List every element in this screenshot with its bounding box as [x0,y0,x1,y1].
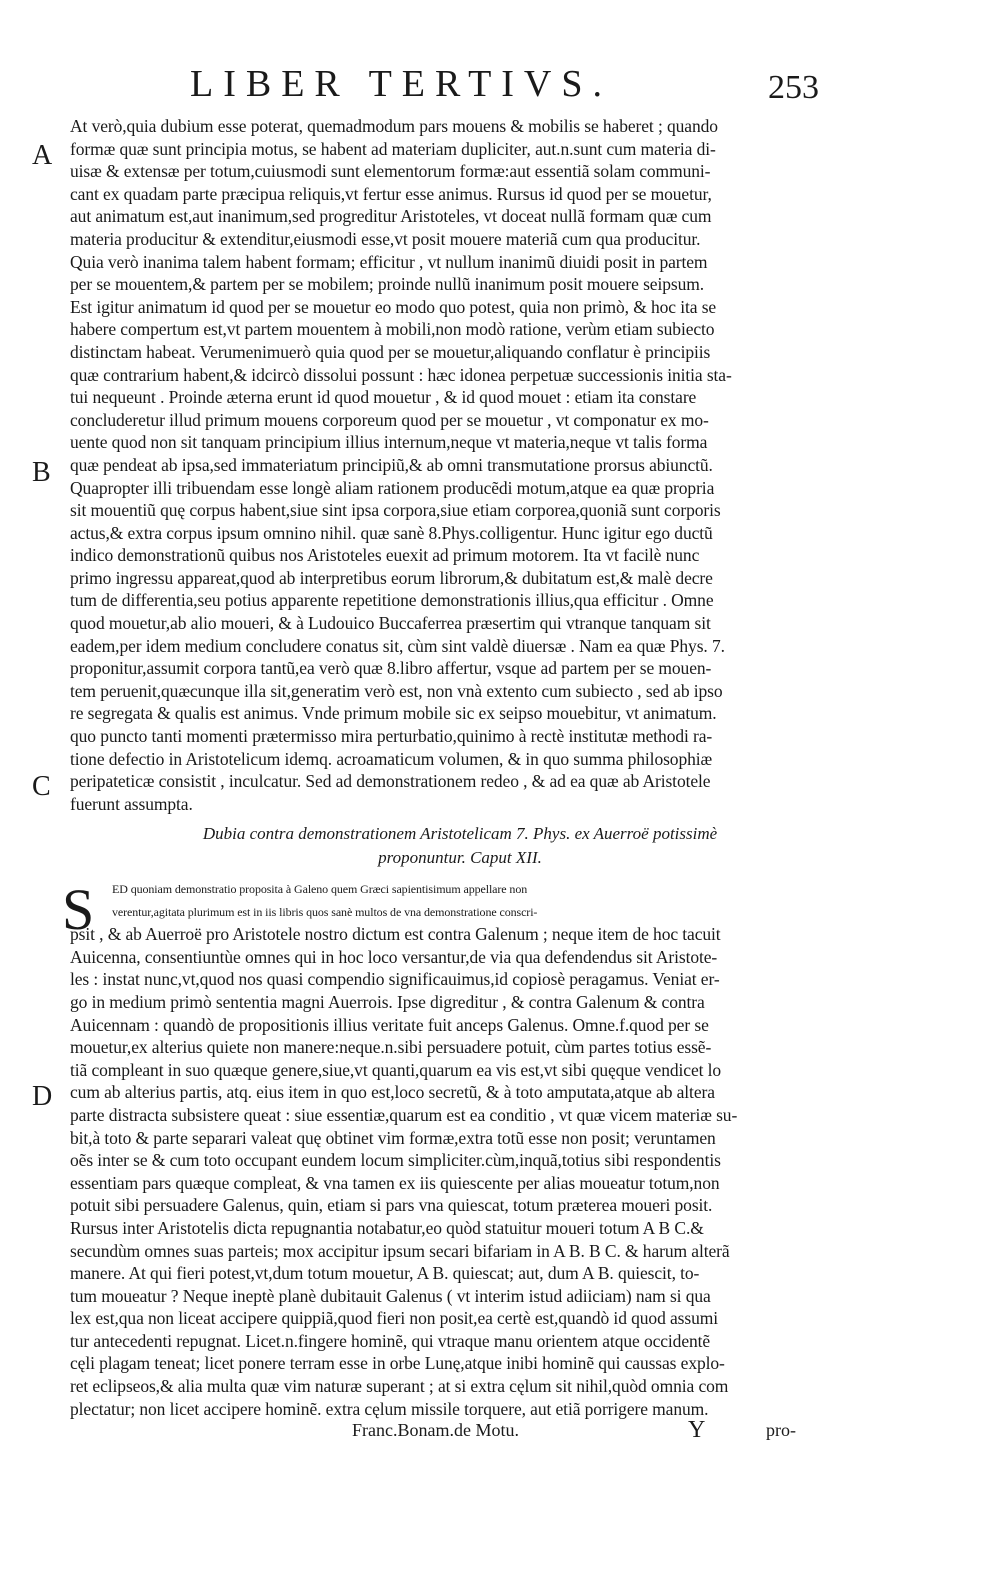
text-line: les : instat nunc,vt,quod nos quasi compendio significauimus,id copiosè peragamus. Veniat er- [70,969,720,990]
text-line: tur antecedenti repugnat. Licet.n.fingere hominẽ, qui vtraque manu orientem atque occidentẽ [70,1330,711,1351]
text-line: cant ex quadam parte præcipua reliquis,vt fertur esse animus. Rursus id quod per se mouetur, [70,183,712,204]
chapter-heading-line-1: Dubia contra demonstrationem Aristotelicam 7. Phys. ex Auerroë potissimè [202,824,718,843]
text-line: actus,& extra corpus ipsum omnino nihil. quæ sanè 8.Phys.colligentur. Hunc igitur ego ductũ [70,522,713,543]
text-line: tum moueatur ? Neque ineptè planè dubitauit Galenus ( vt interim istud adiiciam) nam si qua [70,1285,711,1306]
text-line: re segregata & qualis est animus. Vnde primum mobile sic ex seipso mouebitur, vt animatum. [70,703,717,724]
gathering-letter: Y [688,1417,706,1443]
text-line: sit mouentiũ quę corpus habent,siue sint ipsa corpora,siue etiam corporea,quoniã sunt corporis [70,500,721,521]
text-line: tum de differentia,seu potius apparente repetitione demonstrationis illius,qua efficitur . Omne [70,590,714,611]
text-line: bit,à toto & parte separari valeat quę obtinet vim formæ,extra totũ esse non posit; veruntamen [70,1127,716,1148]
text-line: psit , & ab Auerroë pro Aristotele nostro dictum est contra Galenum ; neque item de hoc tacuit [70,924,721,945]
margin-marker-d: D [32,1081,53,1112]
text-line: tui nequeunt . Proinde æterna erunt id quod mouetur , & id quod mouet : etiam ita constare [70,387,697,408]
text-line: materia producitur & extenditur,eiusmodi esse,vt posit mouere materiã cum qua producitur. [70,228,701,249]
text-line: lex est,qua non liceat accipere quippiã,quod fieri non posit,ea certè est,quandò id quod assumi [70,1308,719,1329]
text-line: ED quoniam demonstratio proposita à Galeno quem Græci sapientisimum appellare non [112,882,528,896]
text-line: go in medium primò sententia magni Auerrois. Ipse digreditur , & contra Galenum & contra [70,991,705,1012]
text-line: manere. At qui fieri potest,vt,dum totum mouetur, A B. quiescat; aut, dum A B. quiescit, to- [70,1263,700,1284]
text-line: oẽs inter se & cum toto occupant eundem locum simpliciter.cùm,inquã,totius sibi respondentis [70,1150,721,1171]
text-line: tiã compleant in suo quæque genere,siue,vt quanti,quarum ea vis est,vt sibi quęque vendicet lo [70,1059,722,1080]
text-line: At verò,quia dubium esse poterat, quemadmodum pars mouens & mobilis se haberet ; quando [70,116,718,136]
text-line: primo ingressu appareat,quod ab interpretibus eorum librorum,& dubitatum est,& malè decre [70,567,713,588]
text-line: habere compertum est,vt partem mouentem à mobili,non modò ratione, verùm etiam subiecto [70,319,715,340]
text-line: tione defectio in Aristotelicum idemq. acroamaticum volumen, & in quo summa philosophiæ [70,748,713,769]
text-line: secundùm omnes suas parteis; mox accipitur ipsum secari bifariam in A B. B C. & harum alterã [70,1240,730,1261]
text-line: per se mouentem,& partem per se mobilem; proinde nullũ inanimum posit mouere seipsum. [70,274,705,295]
drop-cap: S [62,877,95,942]
text-line: quo puncto tanti momenti prætermisso mira perturbatio,quinimo à rectè institutæ methodi ra- [70,726,713,747]
text-line: eadem,per idem medium concludere conatus sit, cùm sint valdè diuersæ . Nam ea quæ Phys. 7. [70,635,725,656]
text-line: cęli plagam teneat; licet ponere terram esse in orbe Lunę,atque inibi hominẽ qui caussas explo- [70,1353,725,1374]
text-line: quod mouetur,ab alio moueri, & à Ludouico Buccaferrea præsertim qui vtranque tanquam sit [70,613,711,634]
text-line: Quia verò inanima talem habent formam; efficitur , vt nullum inanimũ diuidi posit in partem [70,251,708,272]
margin-marker-c: C [32,771,51,802]
text-line: formæ quæ sunt principia motus, se habent ad materiam dupliciter, aut.n.sunt cum materia di- [70,138,716,159]
margin-marker-a: A [32,140,53,171]
text-line: plectatur; non licet accipere hominẽ. extra cęlum missile torquere, aut etiã porrigere manum. [70,1398,709,1419]
text-line: distinctam habeat. Verumenimuerò quia quod per se mouetur,aliquando conflatur è principiis [70,341,711,362]
signature-line: Franc.Bonam.de Motu. [352,1420,519,1440]
page-number: 253 [768,69,819,106]
text-line: proponitur,assumit corpora tantũ,ea verò quæ 8.libro affertur, vsque ad partem per se mouen- [70,658,712,679]
text-line: quæ contrarium habent,& idcircò dissolui possunt : hæc idonea perpetuæ successionis initia sta- [70,364,732,385]
text-line: peripateticæ consistit , inculcatur. Sed ad demonstrationem redeo , & ad ea quæ ab Aristotele [70,771,711,792]
text-line: quæ pendeat ab ipsa,sed immateriatum principiũ,& ab omni transmutatione prorsus abiunctũ. [70,454,713,475]
text-line: cum ab alterius partis, atq. eius item in quo est,loco secretũ, & à toto amputata,atque ab altera [70,1082,715,1103]
margin-marker-b: B [32,457,51,488]
chapter-heading-line-2: proponuntur. Caput XII. [378,848,542,867]
chapter-heading [150,822,770,870]
text-line: Auicenna, consentiuntùe omnes qui in hoc loco versantur,de via qua defendendus sit Aristote- [70,946,718,967]
text-line: Quapropter illi tribuendam esse longè aliam rationem producẽdi motum,atque ea quæ propria [70,477,715,498]
text-line: tem peruenit,quæcunque illa sit,generatim verò est, non vnà extento cum subiecto , sed ab ipso [70,680,723,701]
text-line: uisæ & extensæ per totum,cuiusmodi sunt elementorum formæ:aut essentiã solam communi- [70,161,711,182]
text-line: indico demonstrationũ quibus nos Aristoteles euexit ad primum motorem. Ita vt facilè nunc [70,545,700,566]
catchword: pro- [766,1420,796,1440]
text-line: potuit sibi persuadere Galenus, quin, etiam si pars vna quiescat, totum præterea moueri posit. [70,1195,713,1216]
text-line: mouetur,ex alterius quiete non manere:neque.n.sibi persuadere potuit, cùm partes totius essẽ- [70,1037,712,1058]
text-line: essentiam pars quæque compleat, & vna tamen ex iis quiescente per alias moueatur totum,non [70,1172,720,1193]
paragraph-1 [70,115,830,815]
running-head-title: LIBER TERTIVS. [190,63,613,105]
text-line: Auicennam : quandò de propositionis illius veritate fuit anceps Galenus. Omne.f.quod per se [70,1014,709,1035]
text-line: Est igitur animatum id quod per se mouetur eo modo quo potest, quia non primò, & hoc ita se [70,296,717,317]
text-line: concluderetur illud primum mouens corporeum quod per se mouetur , vt componatur ex mo- [70,409,709,430]
text-line: parte distracta subsistere queat : siue essentiæ,quarum est ea conditio , vt quæ vicem materiæ su- [70,1104,738,1125]
text-line: ret eclipseos,& alia multa quæ vim naturæ superant ; at si extra cęlum sit nihil,quòd omnia com [70,1376,729,1397]
text-line: fuerunt assumpta. [70,793,193,814]
text-line: verentur,agitata plurimum est in iis libris quos sanè multos de vna demonstratione conscri- [112,904,538,919]
text-line: uente quod non sit tanquam principium illius internum,neque vt materia,neque vt talis forma [70,432,708,453]
paragraph-2 [70,878,830,1420]
text-line: aut animatum est,aut inanimum,sed progreditur Aristoteles, vt doceat nullã formam quæ cum [70,206,712,227]
text-line: Rursus inter Aristotelis dicta repugnantia notabatur,eo quòd statuitur moueri totum A B C.& [70,1217,704,1238]
